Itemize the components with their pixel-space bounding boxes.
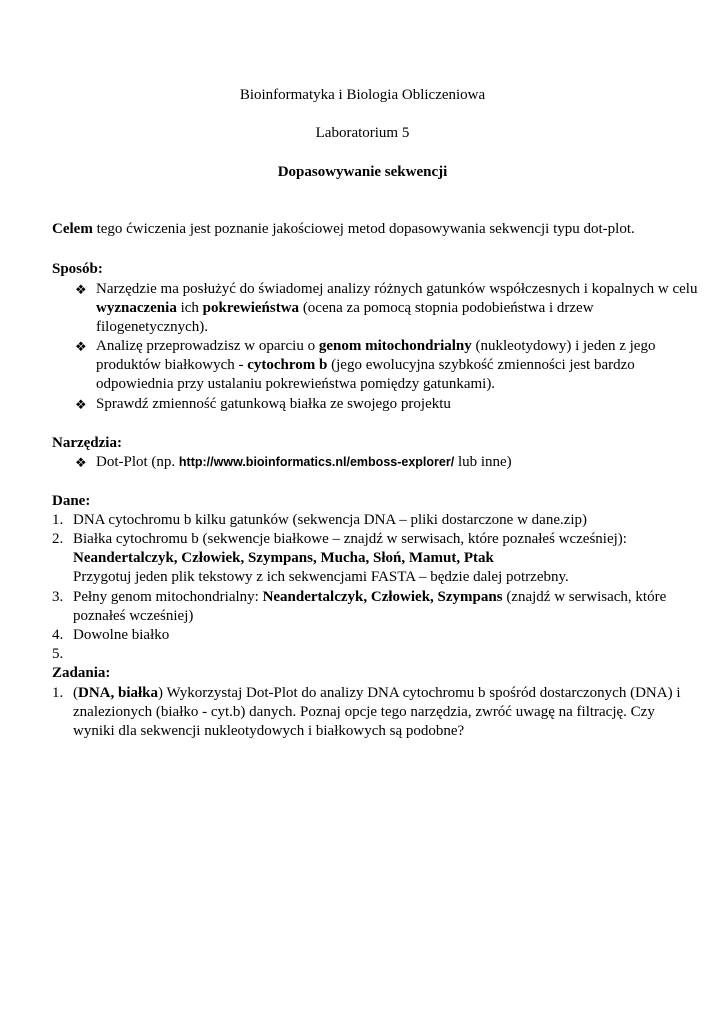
bullet-icon: ❖	[75, 397, 87, 412]
method-heading: Sposób:	[52, 261, 103, 277]
data-item-4: Dowolne białko	[73, 627, 170, 643]
text-span: Dot-Plot (np.	[96, 454, 179, 470]
list-number: 3.	[52, 589, 64, 605]
list-number: 2.	[52, 531, 64, 547]
list-number: 1.	[52, 512, 64, 528]
text-span: (	[73, 685, 78, 701]
text-span: produktów białkowych -	[96, 357, 248, 373]
bullet-icon: ❖	[75, 282, 87, 297]
method-bullet-1-line-2	[96, 299, 594, 318]
text-span: ich	[176, 300, 203, 316]
term-genom: genom mitochondrialny	[318, 338, 472, 354]
list-number: 5.	[52, 646, 64, 662]
data-item-2-species: Neandertalczyk, Człowiek, Szympans, Mucha, Słoń, Mamut, Ptak	[73, 550, 494, 566]
list-number: 4.	[52, 627, 64, 643]
bullet-icon: ❖	[75, 455, 87, 470]
text-span: lub inne)	[454, 454, 512, 470]
list-number: 1.	[52, 685, 64, 701]
method-bullet-2-line-1	[96, 337, 655, 356]
species-list: Neandertalczyk, Człowiek, Szympans	[262, 589, 503, 605]
data-item-2-line-3: Przygotuj jeden plik tekstowy z ich sekwencjami FASTA – będzie dalej potrzebny.	[73, 569, 569, 585]
text-span: (nukleotydowy) i jeden z jego	[471, 338, 656, 354]
method-bullet-2-line-3: odpowiednia przy ustalaniu pokrewieństwa pomiędzy gatunkami).	[96, 376, 496, 392]
task-1-line-3: wyniki dla sekwencji nukleotydowych i białkowych są podobne?	[73, 723, 465, 739]
text-span: ) Wykorzystaj Dot-Plot do analizy DNA cytochromu b spośród dostarczonych (DNA) i	[158, 685, 681, 701]
goal-paragraph	[52, 220, 635, 239]
goal-text: tego ćwiczenia jest poznanie jakościowej metod dopasowywania sekwencji typu dot-plot.	[92, 221, 635, 237]
data-item-3-line-2: poznałeś wcześniej)	[73, 608, 194, 624]
tasks-heading: Zadania:	[52, 665, 111, 681]
term-wyznaczenia: wyznaczenia	[96, 300, 177, 316]
text-span: (znajdź w serwisach, które	[502, 589, 667, 605]
task-1-scope: DNA, białka	[78, 685, 159, 701]
method-bullet-3-line-1: Sprawdź zmienność gatunkową białka ze swojego projektu	[96, 396, 451, 412]
course-title: Bioinformatyka i Biologia Obliczeniowa	[239, 87, 486, 103]
task-1-line-1	[73, 684, 681, 703]
text-span: (ocena za pomocą stopnia podobieństwa i drzew	[299, 300, 594, 316]
task-1-line-2: znalezionych (białko - cyt.b) danych. Poznaj opcje tego narzędzia, zwróć uwagę na filtrację. Czy	[73, 704, 655, 720]
data-item-2-line-1: Białka cytochromu b (sekwencje białkowe – znajdź w serwisach, które poznałeś wcześniej):	[73, 531, 627, 547]
lab-topic: Dopasowywanie sekwencji	[277, 164, 448, 180]
bullet-icon: ❖	[75, 339, 87, 354]
goal-lead: Celem	[52, 221, 93, 237]
text-span: (jego ewolucyjna szybkość zmienności jest bardzo	[327, 357, 635, 373]
tools-heading: Narzędzia:	[52, 435, 122, 451]
lab-number: Laboratorium 5	[315, 125, 410, 141]
text-span: Pełny genom mitochondrialny:	[73, 589, 263, 605]
method-bullet-1-line-1: Narzędzie ma posłużyć do świadomej analizy różnych gatunków współczesnych i kopalnych w celu	[96, 281, 698, 297]
data-item-3-line-1	[73, 588, 666, 607]
term-pokrewienstwa: pokrewieństwa	[202, 300, 300, 316]
method-bullet-2-line-2	[96, 356, 635, 375]
tools-item	[96, 453, 512, 472]
tool-link[interactable]: http://www.bioinformatics.nl/emboss-explorer/	[178, 455, 455, 469]
data-item-1: DNA cytochromu b kilku gatunków (sekwencja DNA – pliki dostarczone w dane.zip)	[73, 512, 588, 528]
method-bullet-1-line-3: filogenetycznych).	[96, 319, 209, 335]
term-cytochrom: cytochrom b	[247, 357, 328, 373]
data-heading: Dane:	[52, 493, 91, 509]
text-span: Analizę przeprowadzisz w oparciu o	[96, 338, 319, 354]
